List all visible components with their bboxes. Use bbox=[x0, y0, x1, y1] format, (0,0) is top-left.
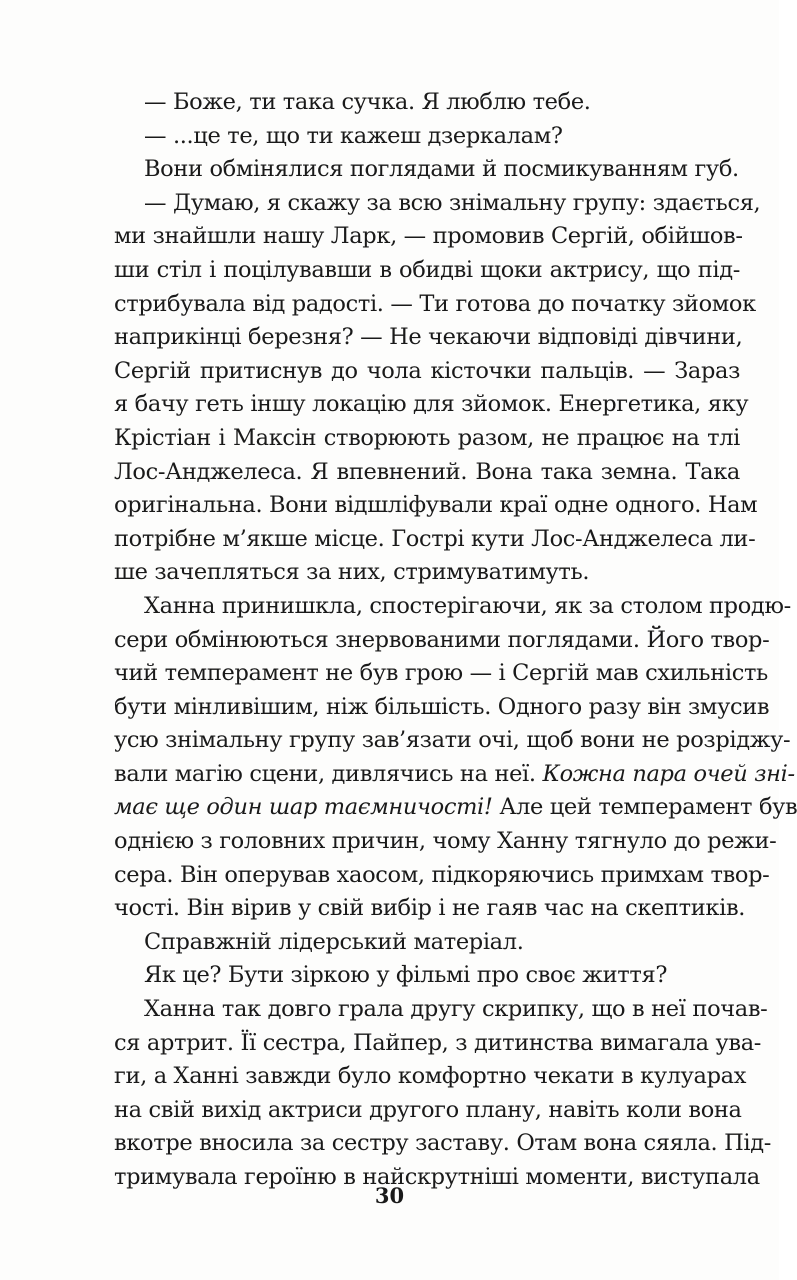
line-text: сера. Він оперував хаосом, підкоряючись примхам твор- bbox=[114, 861, 770, 888]
line-text: ми знайшли нашу Ларк, — промовив Сергій, обійшов- bbox=[114, 223, 743, 250]
line-text: ся артрит. Її сестра, Пайпер, з дитинства вимагала ува- bbox=[114, 1029, 762, 1056]
text-line bbox=[114, 724, 791, 758]
text-line bbox=[114, 892, 746, 926]
text-line bbox=[114, 120, 740, 154]
line-text: Ханна принишкла, спостерігаючи, як за столом продю- bbox=[144, 592, 791, 619]
text-line bbox=[114, 791, 797, 825]
text-line bbox=[114, 556, 740, 590]
line-italic-text: має ще один шар таємничості! bbox=[114, 794, 493, 821]
line-text: сери обмінюються знервованими поглядами. Його твор- bbox=[114, 626, 770, 653]
line-text: чий темперамент не був грою — і Сергій мав схильність bbox=[114, 660, 768, 687]
text-line bbox=[114, 959, 740, 993]
text-line bbox=[114, 220, 743, 254]
line-text: на свій вихід актриси другого плану, навіть коли вона bbox=[114, 1096, 742, 1123]
line-text: однією з головних причин, чому Ханну тягнуло до режи- bbox=[114, 828, 777, 855]
text-line bbox=[114, 1027, 762, 1061]
text-line bbox=[114, 523, 756, 557]
line-text: Ханна так довго грала другу скрипку, що в неї почав- bbox=[144, 996, 768, 1023]
text-line bbox=[114, 624, 770, 658]
text-line bbox=[114, 254, 740, 288]
text-line bbox=[114, 388, 749, 422]
body-text bbox=[114, 86, 797, 1195]
line-text: Справжній лідерський матеріал. bbox=[144, 928, 524, 955]
text-line bbox=[114, 456, 740, 490]
line-text: Як це? Бути зіркою у фільмі про своє життя? bbox=[144, 962, 668, 989]
line-text-after: Але цей темперамент був bbox=[492, 794, 797, 821]
line-text: Крістіан і Максін створюють разом, не працює на тлі bbox=[114, 424, 740, 451]
line-text: усю знімальну групу зав’язати очі, щоб вони не розріджу- bbox=[114, 727, 791, 754]
page-number: 30 bbox=[374, 1183, 405, 1208]
line-text: вкотре вносила за сестру заставу. Отам вона сяяла. Під- bbox=[114, 1130, 771, 1157]
text-line bbox=[114, 926, 740, 960]
line-text: ги, а Ханні завжди було комфортно чекати в кулуарах bbox=[114, 1063, 747, 1090]
text-line bbox=[114, 422, 740, 456]
text-line bbox=[114, 657, 768, 691]
line-text: — ...це те, що ти кажеш дзеркалам? bbox=[144, 122, 563, 149]
text-line bbox=[114, 1094, 740, 1128]
line-text: ши стіл і поцілувавши в обидві щоки актрису, що під- bbox=[114, 256, 740, 283]
line-text: оригінальна. Вони відшліфували краї одне одного. Нам bbox=[114, 492, 758, 519]
line-text: я бачу геть іншу локацію для зйомок. Енергетика, яку bbox=[114, 391, 749, 418]
line-text: — Думаю, я скажу за всю знімальну групу: здається, bbox=[144, 189, 761, 216]
line-text: потрібне м’якше місце. Гострі кути Лос-Анджелеса ли- bbox=[114, 525, 756, 552]
text-line bbox=[114, 153, 740, 187]
text-line bbox=[114, 993, 768, 1027]
line-text: стрибувала від радості. — Ти готова до початку зйомок bbox=[114, 290, 756, 317]
text-line bbox=[114, 187, 761, 221]
text-line bbox=[114, 86, 740, 120]
line-text: — Боже, ти така сучка. Я люблю тебе. bbox=[144, 89, 591, 115]
text-line bbox=[114, 825, 777, 859]
text-line bbox=[114, 321, 743, 355]
text-line bbox=[114, 1127, 771, 1161]
text-line bbox=[114, 489, 758, 523]
line-text: наприкінці березня? — Не чекаючи відповіді дівчини, bbox=[114, 324, 743, 351]
text-line bbox=[114, 1060, 747, 1094]
text-line bbox=[114, 859, 770, 893]
line-text: Сергій притиснув до чола кісточки пальців. — Зараз bbox=[114, 357, 740, 384]
text-line bbox=[114, 691, 770, 725]
text-line bbox=[114, 590, 791, 624]
line-text: тримувала героїню в найскрутніші моменти, виступала bbox=[114, 1164, 760, 1190]
text-line bbox=[114, 758, 795, 792]
line-text: Лос-Анджелеса. Я впевнений. Вона така земна. Така bbox=[114, 458, 740, 485]
line-text: бути мінливішим, ніж більшість. Одного разу він змусив bbox=[114, 693, 770, 720]
line-text: вали магію сцени, дивлячись на неї. bbox=[114, 760, 536, 787]
text-line bbox=[114, 355, 740, 389]
line-text: Вони обмінялися поглядами й посмикуванням губ. bbox=[144, 156, 739, 183]
line-text: ше зачепляться за них, стримуватимуть. bbox=[114, 559, 590, 586]
text-line bbox=[114, 288, 756, 322]
line-text: чості. Він вірив у свій вибір і не гаяв час на скептиків. bbox=[114, 895, 746, 922]
line-italic-text: Кожна пара очей зні- bbox=[542, 760, 795, 787]
